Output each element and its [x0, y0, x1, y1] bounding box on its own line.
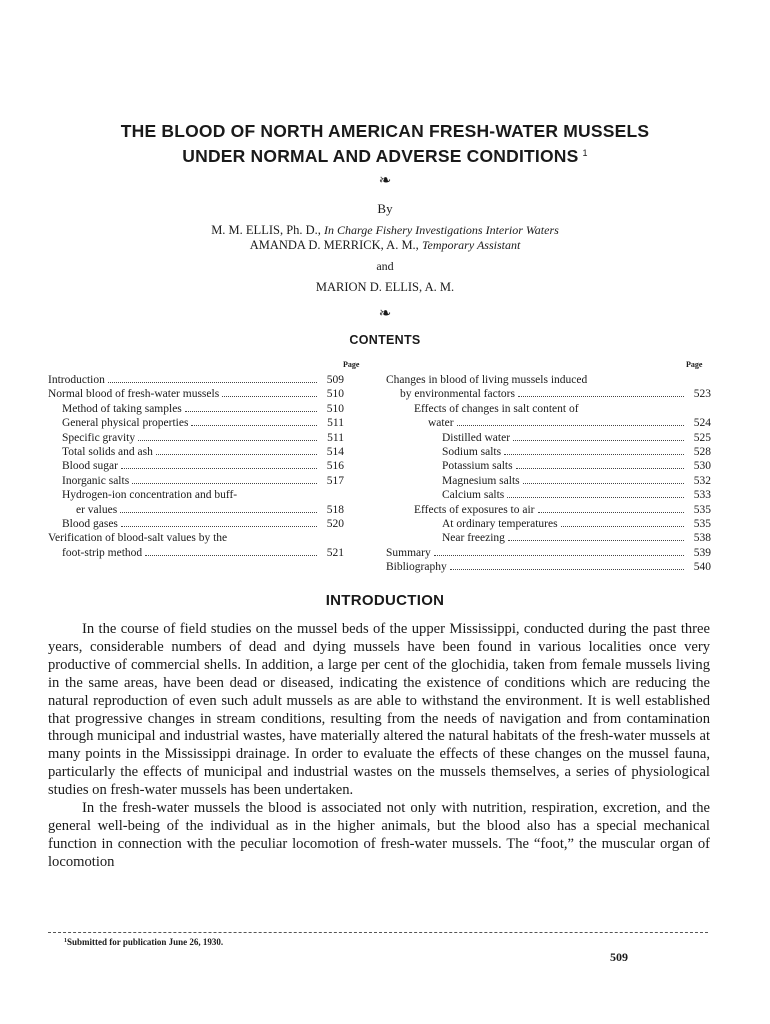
toc-entry-page: 532	[693, 474, 711, 487]
toc-entry-page: 511	[327, 417, 344, 430]
toc-entry	[386, 373, 711, 387]
contents-heading: CONTENTS	[349, 333, 421, 347]
toc-leader	[222, 396, 317, 397]
toc-entry-label: Total solids and ash	[62, 446, 153, 459]
toc-entry	[386, 445, 711, 459]
toc-leader	[516, 468, 684, 469]
toc-entry	[48, 373, 344, 387]
toc-entry-label: Normal blood of fresh-water mussels	[48, 388, 220, 401]
toc-entry-page: 539	[693, 546, 711, 559]
toc-leader	[120, 512, 317, 513]
toc-entry-page: 521	[326, 546, 344, 559]
toc-entry	[48, 546, 344, 560]
toc-entry	[386, 531, 711, 545]
toc-entry	[48, 459, 344, 473]
toc-entry	[386, 402, 711, 416]
toc-entry	[386, 503, 711, 517]
toc-entry	[386, 431, 711, 445]
author-name: AMANDA D. MERRICK, A. M.,	[249, 238, 419, 252]
author-line-2	[0, 237, 770, 253]
byline: By	[377, 201, 393, 216]
toc-entry	[48, 402, 344, 416]
toc-right-column	[386, 373, 711, 575]
toc-entry	[48, 517, 344, 531]
toc-entry-label: Sodium salts	[442, 446, 502, 459]
footnote-rule	[48, 932, 708, 933]
toc-entry-label: Effects of changes in salt content of	[414, 402, 579, 415]
toc-entry-label: foot-strip method	[62, 546, 143, 559]
toc-leader	[513, 440, 684, 441]
ornament-icon: ❧	[378, 173, 392, 189]
toc-leader	[138, 440, 317, 441]
toc-entry	[386, 474, 711, 488]
toc-entry-page: 528	[693, 446, 711, 459]
toc-entry	[48, 416, 344, 430]
toc-leader	[156, 454, 317, 455]
toc-entry-label: Introduction	[48, 374, 105, 386]
paragraph: In the fresh-water mussels the blood is associated not only with nutrition, respiration, excretion, and the general well-being of the individual as in the higher animals, but the blood also has a special mechanical function in connection with the peculiar locomotion of fresh-water mussels. The “foot,” the muscular organ of locomotion	[48, 800, 710, 870]
toc-entry-page: 530	[693, 460, 711, 473]
toc-entry-label: Changes in blood of living mussels induced	[386, 374, 588, 386]
toc-leader	[191, 425, 317, 426]
toc-entry	[48, 387, 344, 401]
toc-entry-label: Method of taking samples	[62, 402, 182, 415]
toc-entry-page: 538	[693, 532, 711, 545]
toc-entry-page: 533	[693, 489, 711, 502]
toc-leader	[538, 512, 685, 513]
section-heading: INTRODUCTION	[325, 592, 445, 609]
toc-leader	[507, 497, 684, 498]
toc-entry-label: water	[428, 417, 454, 430]
toc-entry-page: 523	[693, 388, 711, 401]
toc-leader	[108, 382, 317, 383]
toc-leader	[457, 425, 684, 426]
toc-entry	[48, 431, 344, 445]
author-line-1	[0, 222, 770, 238]
title-line-2-text: UNDER NORMAL AND ADVERSE CONDITIONS	[182, 146, 579, 166]
toc-entry-page: 525	[693, 431, 711, 444]
toc-entry-page: 520	[326, 518, 344, 531]
paragraph: In the course of field studies on the mussel beds of the upper Mississippi, conducted during the past three years, considerable numbers of dead and dying mussels have been found in various localities once very productive of commercial shells. In addition, a large per cent of the glochidia, taken from female mussels living in the same areas, have been dead or diseased, indicating the existence of conditions which are reducing the natural reproduction of even such adult mussels as are able to withstand the environment. It is well established that progressive changes in stream conditions, resulting from the needs of navigation and from contamination through municipal and industrial wastes, have materially altered the natural habitats of the fresh-water mussels at many points in the Mississippi drainage. In order to evaluate the effects of these changes on the mussel fauna, particularly the effects of municipal and industrial wastes on the mussels themselves, a series of physiological studies on fresh-water mussels has been undertaken.	[48, 621, 710, 799]
toc-entry-label: At ordinary temperatures	[442, 518, 558, 531]
toc-leader	[450, 569, 684, 570]
toc-entry	[386, 488, 711, 502]
author-role: Temporary Assistant	[421, 238, 521, 252]
toc-entry	[48, 488, 344, 502]
toc-entry-label: Magnesium salts	[442, 474, 520, 487]
title-line-1: THE BLOOD OF NORTH AMERICAN FRESH-WATER MUSSELS	[120, 121, 650, 141]
toc-entry	[386, 459, 711, 473]
body-text	[48, 621, 710, 872]
and-word: and	[376, 259, 394, 273]
toc-entry-page: 518	[326, 503, 344, 516]
author-line-3: MARION D. ELLIS, A. M.	[315, 280, 455, 294]
toc-entry-label: Bibliography	[386, 561, 447, 574]
toc-leader	[508, 540, 684, 541]
footnote	[64, 937, 223, 947]
toc-entry-label: Verification of blood-salt values by the	[48, 532, 228, 545]
toc-entry	[48, 503, 344, 517]
toc-entry-page: 524	[693, 417, 711, 430]
toc-entry-label: er values	[76, 503, 118, 516]
toc-entry	[386, 560, 711, 574]
footnote-mark: 1	[64, 938, 67, 944]
toc-leader	[121, 526, 317, 527]
toc-page-label-right: Page	[686, 360, 703, 369]
footnote-text: Submitted for publication June 26, 1930.	[67, 937, 224, 947]
toc-entry	[386, 416, 711, 430]
author-role: In Charge Fishery Investigations Interior Waters	[324, 223, 559, 237]
title-footnote-mark: 1	[582, 148, 588, 158]
toc-entry-label: Distilled water	[442, 431, 511, 444]
toc-entry-page: 514	[326, 446, 344, 459]
toc-entry-page: 510	[326, 388, 344, 401]
toc-leader	[518, 396, 684, 397]
toc-entry-label: Blood gases	[62, 518, 118, 531]
toc-entry-page: 511	[327, 431, 344, 444]
toc-leader	[561, 526, 684, 527]
toc-entry	[48, 474, 344, 488]
toc-page-label-left: Page	[343, 360, 360, 369]
toc-entry-page: 510	[326, 402, 344, 415]
toc-entry-label: Inorganic salts	[62, 474, 130, 487]
toc-left-column	[48, 373, 344, 560]
toc-entry-label: Summary	[386, 546, 431, 559]
title-line-2	[40, 142, 730, 167]
toc-entry-label: Hydrogen-ion concentration and buff-	[62, 489, 238, 502]
toc-entry-label: by environmental factors	[400, 388, 515, 401]
toc-entry-label: Calcium salts	[442, 489, 505, 502]
toc-leader	[132, 483, 317, 484]
ornament-icon: ❧	[378, 306, 392, 322]
toc-leader	[185, 411, 317, 412]
toc-entry-label: Potassium salts	[442, 460, 513, 473]
toc-leader	[145, 555, 317, 556]
toc-entry	[386, 517, 711, 531]
toc-entry-label: Blood sugar	[62, 460, 118, 473]
toc-entry-page: 540	[693, 561, 711, 574]
page-number: 509	[610, 950, 628, 964]
toc-entry-page: 516	[326, 460, 344, 473]
toc-entry-label: Specific gravity	[62, 431, 136, 444]
toc-entry-page: 535	[693, 503, 711, 516]
toc-entry-page: 509	[326, 374, 344, 386]
toc-entry	[48, 445, 344, 459]
toc-entry-label: Near freezing	[442, 532, 505, 545]
toc-entry-page: 517	[326, 474, 344, 487]
toc-leader	[121, 468, 317, 469]
toc-entry	[386, 387, 711, 401]
toc-entry-label: Effects of exposures to air	[414, 503, 535, 516]
toc-leader	[504, 454, 684, 455]
toc-leader	[434, 555, 684, 556]
toc-entry	[386, 546, 711, 560]
author-name: M. M. ELLIS, Ph. D.,	[211, 223, 321, 237]
toc-entry-page: 535	[693, 518, 711, 531]
toc-leader	[523, 483, 684, 484]
article-title	[40, 120, 730, 167]
toc-entry	[48, 531, 344, 545]
toc-entry-label: General physical properties	[62, 417, 189, 430]
